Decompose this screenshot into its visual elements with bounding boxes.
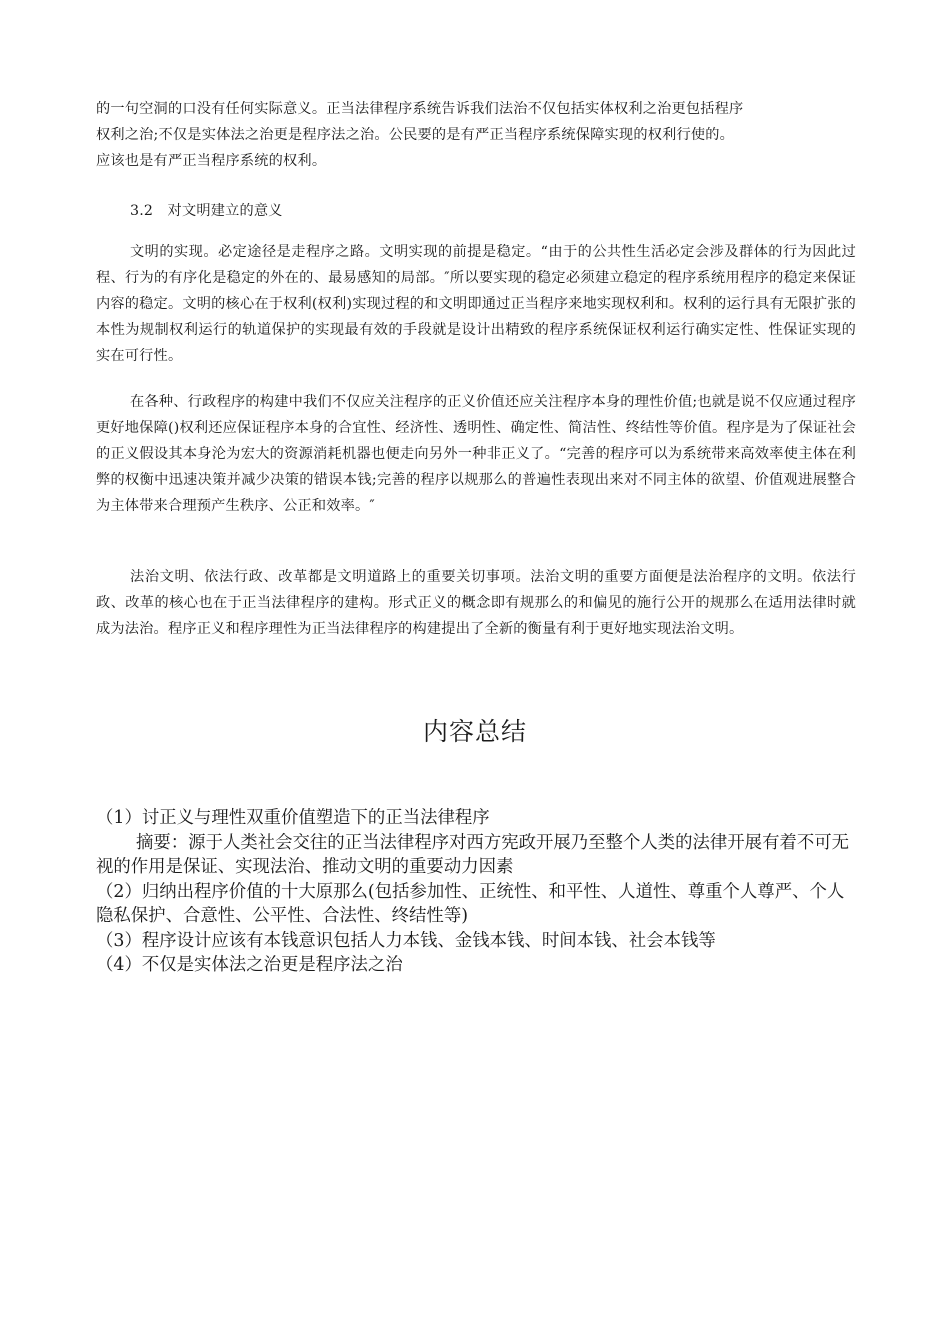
summary-block [96,806,856,978]
summary-item: （4）不仅是实体法之治更是程序法之治 [96,955,403,975]
intro-line: 权利之治;不仅是实体法之治更是程序法之治。公民要的是有严正当程序系统保障实现的权利行使的。 [96,127,735,143]
paragraph-block-3 [96,564,856,642]
paragraph-block-2 [96,389,856,519]
section-heading-block [96,198,856,224]
summary-item: （1）讨正义与理性双重价值塑造下的正当法律程序 [96,808,490,828]
summary-abstract: 摘要：源于人类社会交往的正当法律程序对西方宪政开展乃至整个人类的法律开展有着不可无视的作用是保证、实现法治、推动文明的重要动力因素 [96,832,850,877]
body-paragraph: 法治文明、依法行政、改革都是文明道路上的重要关切事项。法治文明的重要方面便是法治程序的文明。依法行政、改革的核心也在于正当法律程序的建构。形式正义的概念即有规那么的和偏见的施行公开的规那么在适用法律时就成为法治。程序正义和程序理性为正当法律程序的构建提出了全新的衡量有利于更好地实现法治文明。 [96,569,856,637]
intro-line: 应该也是有严正当程序系统的权利。 [96,153,327,169]
body-paragraph: 文明的实现。必定途径是走程序之路。文明实现的前提是稳定。“由于的公共性生活必定会涉及群体的行为因此过程、行为的有序化是稳定的外在的、最易感知的局部。″所以要实现的稳定必须建立稳定的程序系统用程序的稳定来保证内容的稳定。文明的核心在于权利(权利)实现过程的和文明即通过正当程序来地实现权利和。权利的运行具有无限扩张的本性为规制权利运行的轨道保护的实现最有效的手段就是设计出精致的程序系统保证权利运行确实定性、性保证实现的实在可行性。 [96,244,856,364]
body-paragraph: 在各种、行政程序的构建中我们不仅应关注程序的正义价值还应关注程序本身的理性价值;也就是说不仅应通过程序更好地保障()权利还应保证程序本身的合宜性、经济性、透明性、确定性、简洁性、终结性等价值。程序是为了保证社会的正义假设其本身沦为宏大的资源消耗机器也便走向另外一种非正义了。“完善的程序可以为系统带来高效率使主体在利弊的权衡中迅速决策并减少决策的错误本钱;完善的程序以规那么的普遍性表现出来对不同主体的欲望、价值观进展整合为主体带来合理预产生秩序、公正和效率。″ [96,394,856,514]
intro-paragraph [96,96,856,174]
summary-item: （2）归纳出程序价值的十大原那么(包括参加性、正统性、和平性、人道性、尊重个人尊严、个人隐私保护、合意性、公平性、合法性、终结性等) [96,881,845,926]
section-heading: 3.2 对文明建立的意义 [130,203,283,219]
summary-item: （3）程序设计应该有本钱意识包括人力本钱、金钱本钱、时间本钱、社会本钱等 [96,930,716,951]
paragraph-block-1 [96,239,856,369]
summary-title: 内容总结 [422,717,527,746]
intro-line: 的一句空洞的口没有任何实际意义。正当法律程序系统告诉我们法治不仅包括实体权利之治更包括程序 [96,101,744,117]
